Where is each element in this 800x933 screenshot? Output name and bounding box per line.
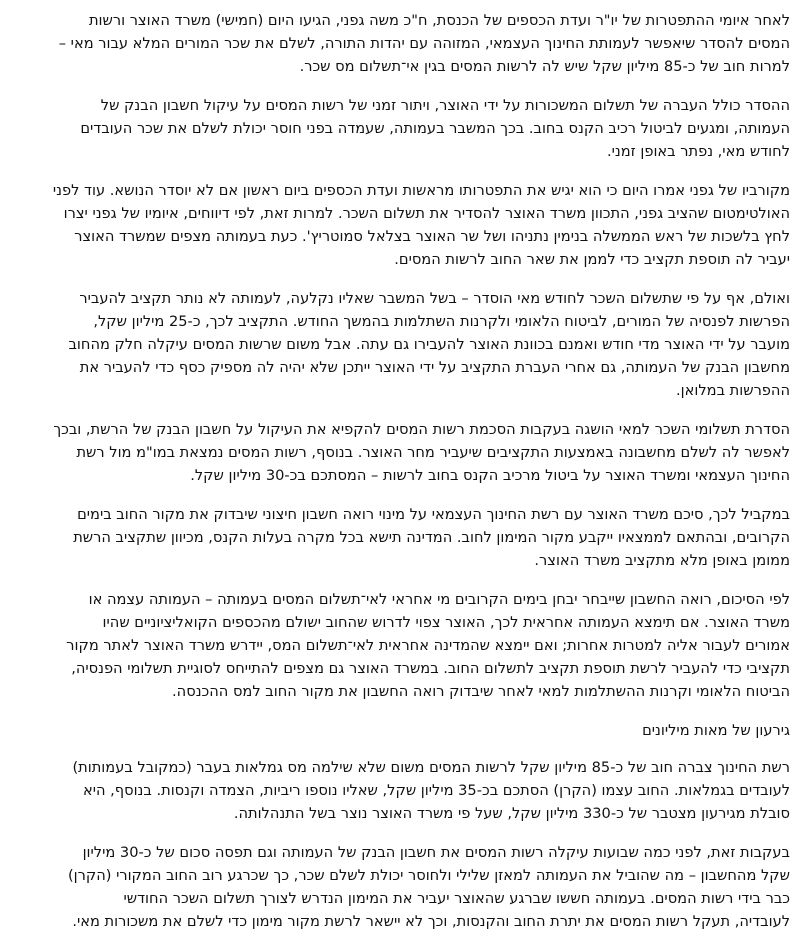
paragraph-line: לעובדיה, תעקל רשות המסים את יתרת החוב והקנסות, וכך לא יישאר לרשת מקור מימון כדי לשלם את משכורות מאי. [72, 913, 790, 930]
paragraph-1 [14, 9, 790, 78]
paragraph-line: לחץ בלשכות של ראש הממשלה בנימין נתניהו ושל שר האוצר בצלאל סמוטריץ'. כעת בעמותה מצפים שמשרד האוצר [74, 228, 790, 245]
paragraph-line: משרד האוצר. אם תימצא העמותה אחראית לכך, האוצר צפוי לדרוש שהחוב ישולם מהכספים הקואליציוניים שהיו [102, 614, 790, 631]
paragraph-line: האולטימטום שהציב גפני, התכוון משרד האוצר להסדיר את תשלום השכר. למרות זאת, לפי דיווחים, איומיו של גפני יצרו [63, 205, 790, 222]
paragraph-line: רשת החינוך צברה חוב של כ-85 מיליון שקל לרשות המסים משום שלא שילמה מס גמלאות בעבר (כמקובל בעמותות) [72, 759, 790, 776]
paragraph-9 [14, 841, 790, 933]
paragraph-line: בעקבות זאת, לפני כמה שבועות עיקלה רשות המסים את חשבון הבנק של העמותה וגם תפסה סכום של כ-30 מיליון [82, 844, 790, 861]
paragraph-line: סובלת מגירעון מצטבר של כ-330 מיליון שקל, שעל פי משרד האוצר נוצר בשל התנהלותה. [233, 805, 790, 822]
section-subheading: גירעון של מאות מיליונים [642, 722, 790, 739]
paragraph-line: ההפרשות במלואן. [676, 382, 790, 399]
paragraph-5 [14, 418, 790, 487]
paragraph-line: העמותה, ומגעים לביטול רכיב הקנס בחוב. בכך המשבר בעמותה, שעמדה בפני חוסר יכולת לשלם את שכר העובדים [80, 120, 790, 137]
paragraph-line: כבר בידי רשות המסים. בעמותה חששו שברגע שהאוצר יעביר את המימון הנדרש לצורך תשלום השכר החודשי [123, 890, 790, 907]
paragraph-line: ההסדר כולל העברה של תשלום המשכורות על ידי האוצר, ויתור זמני של רשות המסים על עיקול חשבון הבנק של [100, 97, 790, 114]
paragraph-line: הפרשות לפנסיה של המורים, לביטוח הלאומי ולקרנות השתלמות בהמשך החודש. התקציב לכך, כ-25 מיליון שקל, [93, 313, 790, 330]
paragraph-line: ואולם, אף על פי שתשלום השכר לחודש מאי הוסדר – בשל המשבר שאליו נקלעה, לעמותה לא נותר תקציב להעביר [79, 290, 790, 307]
paragraph-3 [14, 179, 790, 271]
paragraph-line: מקורביו של גפני אמרו היום כי הוא יגיש את התפטרותו מראשות ועדת הכספים ביום ראשון אם לא יוסדר הנושא. עוד לפני [52, 182, 790, 199]
paragraph-line: לפי הסיכום, רואה החשבון שייבחר יבחן בימים הקרובים מי אחראי לאי־תשלום המסים בעמותה – העמותה עצמה או [88, 591, 790, 608]
paragraph-4 [14, 287, 790, 402]
paragraph-line: מחשבון הבנק של העמותה, גם אחרי העברת התקציב על ידי האוצר ייתכן שלא יהיה לה מספיק כסף כדי להעביר את [79, 359, 790, 376]
paragraph-line: המסים להסדר שיאפשר לעמותת החינוך העצמאי, המזוהה עם יהדות התורה, לשלם את שכר המורים המלא עבור מאי – [58, 35, 790, 52]
paragraph-line: הסדרת תשלומי השכר למאי הושגה בעקבות הסכמת רשות המסים להקפיא את העיקול על חשבון הבנק של הרשת, ובכך [53, 421, 790, 438]
paragraph-line: לאפשר לה לשלם מחשבונה באמצעות התקציבים שיעביר מחר האוצר. בנוסף, רשות המסים נמצאת במו"מ מול רשת [76, 444, 790, 461]
paragraph-7 [14, 588, 790, 703]
paragraph-6 [14, 503, 790, 572]
paragraph-line: ממומן באופן מלא מתקציב משרד האוצר. [534, 552, 790, 569]
paragraph-line: במקביל לכך, סיכם משרד האוצר עם רשת החינוך העצמאי על מינוי רואה חשבון חיצוני שיבדוק את מקור החוב בימים [77, 506, 790, 523]
paragraph-line: למרות חוב של כ-85 מיליון שקל שיש לה לרשות המסים בגין אי־תשלום מס שכר. [299, 58, 790, 75]
paragraph-2 [14, 94, 790, 163]
paragraph-line: תקציבי כדי להעביר לרשת תוספת תקציב לתשלום החוב. במשרד האוצר גם מצפים להתייחס לסוגיית תשלומי הפנסיה, [71, 660, 790, 677]
paragraph-line: החינוך העצמאי ומשרד האוצר על ביטול מרכיב הקנס בחוב לרשות – המסתכם בכ-30 מיליון שקל. [190, 467, 790, 484]
paragraph-line: לעובדים בגמלאות. החוב עצמו (הקרן) הסתכם בכ-35 מיליון שקל, שאליו נוספו ריביות, הצמדה וקנסות. בנוסף, היא [82, 782, 790, 799]
paragraph-line: שקל מהחשבון – מה שהוביל את העמותה למאזן שלילי ולחוסר יכולת לשלם שכר, כך שכרגע רוב החוב המקורי (הקרן) [67, 867, 790, 884]
paragraph-line: הביטוח הלאומי וקרנות ההשתלמות למאי לאחר שיבדוק רואה החשבון את מקור החוב למס ההכנסה. [172, 683, 790, 700]
paragraph-line: לאחר איומי ההתפטרות של יו"ר ועדת הכספים של הכנסת, ח"כ משה גפני, הגיעו היום (חמישי) משרד האוצר ורשות [88, 12, 790, 29]
paragraph-line: אמורים לעבור אליה למטרות אחרות; ואם יימצא שהמדינה אחראית לאי־תשלום המס, יידרש משרד האוצר לאתר מקור [66, 637, 790, 654]
paragraph-8 [14, 756, 790, 825]
paragraph-line: מועבר על ידי האוצר מדי חודש ואמנם בכוונת האוצר להעבירו גם עתה. אבל משום שרשות המסים עיקלה חלק מהחוב [68, 336, 790, 353]
paragraph-line: לחודש מאי, נפתר באופן זמני. [607, 143, 790, 160]
paragraph-line: הקרובים, ובהתאם לממצאיו ייקבע מקור המימון לחוב. המדינה תישא בכל מקרה בעלות הקנס, מכיוון שתקציב הרשת [73, 529, 790, 546]
paragraph-line: יעביר לה תוספת תקציב כדי לממן את שאר החוב לרשות המסים. [394, 251, 790, 268]
